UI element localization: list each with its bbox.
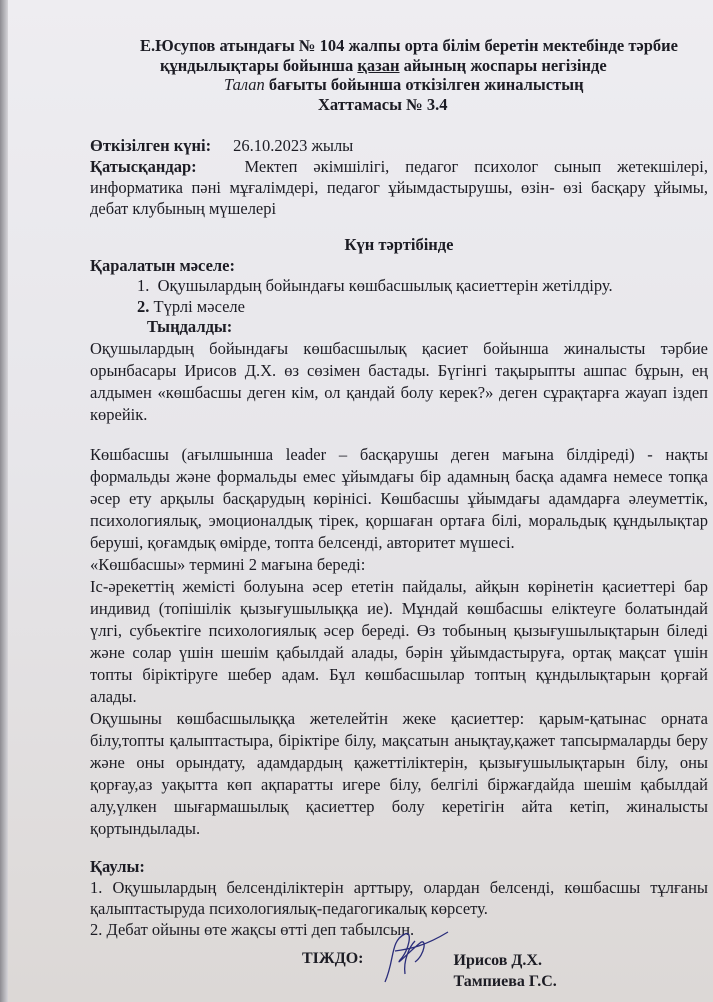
header-line-2a: құндылықтары бойынша: [160, 55, 358, 75]
agenda-item-text: Түрлі мәселе: [153, 296, 245, 316]
agenda-item: [90, 276, 708, 297]
meta-section: [90, 135, 708, 219]
date-row: [90, 135, 708, 156]
agenda-item-number: 1.: [137, 276, 150, 295]
signatory-name: Тампиева Г.С.: [453, 972, 557, 990]
paragraph-definition: Көшбасшы (ағылшынша leader – басқарушы деген мағына білдіреді) - нақты формальды және формальды емес ұйымдағы бір адамның басқа адамға немесе топқа әсер ету арқылы басқарудың көрінісі. Көшбасшы ұйымдағы адамдарға әлеуметтік, психологиялық, эмоционалдық тірек, қоршаған ортаға білі, моральдық құндылықтар беруші, қоғамдық өмірде, топта белсенді, авторитет мүшесі.: [90, 444, 708, 552]
agenda-item-text: Оқушылардың бойындағы көшбасшылық қасиеттерін жетілдіру.: [157, 276, 613, 295]
header-line-2b: айының жоспары негізінде: [399, 55, 607, 75]
header-line-3: [90, 75, 708, 95]
date-value: 26.10.2023 жылы: [233, 136, 354, 155]
signatory-names: [454, 950, 557, 992]
signature-label: ТІЖДО:: [302, 949, 364, 967]
header-line-2: [90, 56, 708, 76]
participants-row: [90, 156, 708, 219]
paragraph-term: «Көшбасшы» термині 2 мағына береді:: [90, 554, 366, 574]
agenda-item-number: 2.: [137, 296, 150, 316]
document-title: Хаттамасы № 3.4: [318, 94, 448, 114]
heard-label: Тыңдалды:: [147, 317, 233, 336]
signature-row: [90, 942, 708, 992]
agenda-section: [90, 235, 708, 338]
signatory-name: Ирисов Д.Х.: [453, 951, 542, 969]
decision-label: Қаулы:: [90, 856, 145, 876]
date-label: Өткізілген күні:: [90, 136, 212, 155]
paragraph-qualities: Оқушыны көшбасшылыққа жетелейтін жеке қасиеттер: қарым-қатынас орната білу,топты қалыптастыра, біріктіре білу, мақсатын анықтау,қажет тапсырмаларды беру және оны орындату, адамдардың қажеттіліктерін, қызығушылықтарын білу, оны қорғау,аз уақытта көп ақпаратты игере білу, белгілі біржағдайда шешім қабылдай алу,үлкен шығармашылық қасиеттер болу керетігін айта кетіп, жиналысты қортындылады.: [90, 708, 708, 838]
paragraph-intro: Оқушылардың бойындағы көшбасшылық қасиет бойынша жиналысты тәрбие орынбасары Ирисов Д.Х. өз сөзімен бастады. Бүгінгі тақырыпты ашпас бұрын, ең алдымен «көшбасшы деген кім, ол қандай болу керек?» деген сұрақтарға жауап іздеп көрейік.: [90, 338, 708, 424]
agenda-item: [90, 297, 708, 318]
issue-label: Қаралатын мәселе:: [90, 255, 235, 275]
participants-label: Қатысқандар:: [90, 157, 197, 176]
body-section: [90, 338, 708, 840]
decision-item: 1. Оқушылардың белсенділіктерін арттыру, олардан белсенді, көшбасшы тұлғаны қалыптастыруда психологиялық-педагогикалық көрсету.: [90, 877, 708, 918]
header-line-3-rest: бағыты бойынша откізілген жиналыстың: [264, 75, 584, 94]
paragraph-meaning: Іс-әрекеттің жемісті болуына әсер ететін пайдалы, айқын көрінетін қасиеттері бар индивид (топішілік қызығушылыққа ие). Мұндай көшбасшы еліктеуге болатындай үлгі, субьектіге психологиялық әсер береді. Өз тобының қызығушылықтарын біледі және солар үшін шешім қабылдай алады, бәрін ұйымдастыруға, ортақ мақсат үшін топты біріктіруге шебер адам. Бұл көшбасшылар топтың құндылықтарын қорғай алады.: [90, 576, 708, 706]
handwritten-signature: [370, 924, 450, 984]
decision-item: 2. Дебат ойыны өте жақсы өтті деп табылсын.: [90, 919, 415, 939]
header-direction: Талап: [224, 75, 265, 94]
header-month: қазан: [357, 55, 400, 75]
agenda-title: Күн тәртібінде: [344, 235, 454, 254]
header-line-1: Е.Юсупов атындағы № 104 жалпы орта білім беретін мектебінде тәрбие: [140, 36, 678, 55]
participants-value: Мектеп әкімшілігі, педагог психолог сынып жетекшілері, информатика пәні мұғалімдері, педагог ұйымдастырушы, өзін- өзі басқару ұйымы, дебат клубының мүшелері: [90, 157, 709, 218]
